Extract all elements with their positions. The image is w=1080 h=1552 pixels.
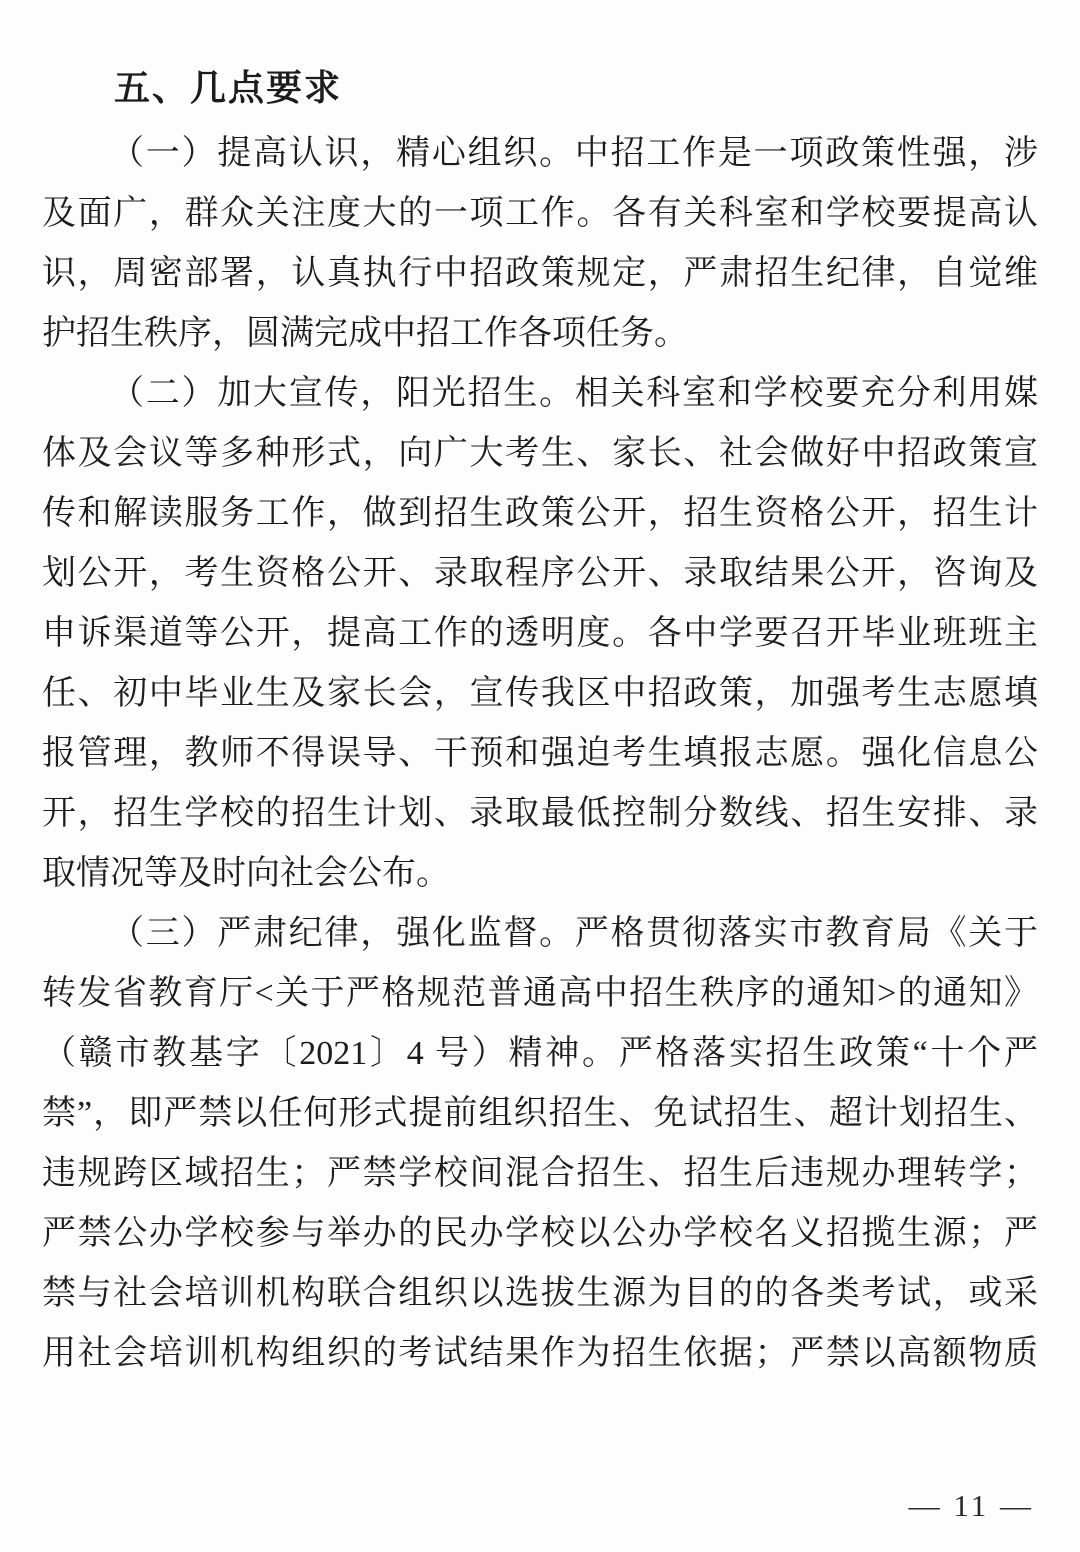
paragraph-1 (42, 124, 1038, 364)
text-line: 严禁公办学校参与举办的民办学校以公办学校名义招揽生源；严 (42, 1215, 1038, 1252)
text-line: （二）加大宣传，阳光招生。相关科室和学校要充分利用媒 (110, 375, 1038, 412)
text-line: 划公开，考生资格公开、录取程序公开、录取结果公开，咨询及 (42, 555, 1038, 592)
section-heading: 五、几点要求 (114, 67, 343, 108)
paragraph-3 (42, 904, 1038, 1384)
text-line: （一）提高认识，精心组织。中招工作是一项政策性强，涉 (110, 135, 1038, 172)
text-line: （三）严肃纪律，强化监督。严格贯彻落实市教育局《关于 (110, 915, 1038, 952)
text-line: 禁与社会培训机构联合组织以选拔生源为目的的各类考试，或采 (42, 1275, 1038, 1312)
text-line: 报管理，教师不得误导、干预和强迫考生填报志愿。强化信息公 (42, 735, 1038, 772)
text-line: 任、初中毕业生及家长会，宣传我区中招政策，加强考生志愿填 (42, 675, 1038, 712)
text-line: 申诉渠道等公开，提高工作的透明度。各中学要召开毕业班班主 (42, 615, 1038, 652)
text-line: 开，招生学校的招生计划、录取最低控制分数线、招生安排、录 (42, 795, 1038, 832)
paragraph-2 (42, 364, 1038, 904)
text-line: 体及会议等多种形式，向广大考生、家长、社会做好中招政策宣 (42, 435, 1038, 472)
text-line: 转发省教育厅<关于严格规范普通高中招生秩序的通知>的通知》 (42, 975, 1038, 1012)
text-line: 取情况等及时向社会公布。 (42, 855, 450, 892)
text-line: 用社会培训机构组织的考试结果作为招生依据；严禁以高额物质 (42, 1335, 1038, 1372)
text-line: 违规跨区域招生；严禁学校间混合招生、招生后违规办理转学； (42, 1155, 1038, 1192)
text-line: 识，周密部署，认真执行中招政策规定，严肃招生纪律，自觉维 (42, 255, 1038, 292)
text-line: 传和解读服务工作，做到招生政策公开，招生资格公开，招生计 (42, 495, 1038, 532)
text-line: 及面广，群众关注度大的一项工作。各有关科室和学校要提高认 (42, 195, 1038, 232)
page-number: — 11 — (908, 1488, 1034, 1523)
text-line: （赣市教基字〔2021〕4 号）精神。严格落实招生政策“十个严 (42, 1035, 1038, 1072)
text-line: 禁”，即严禁以任何形式提前组织招生、免试招生、超计划招生、 (42, 1095, 1038, 1132)
text-line: 护招生秩序，圆满完成中招工作各项任务。 (42, 315, 688, 352)
